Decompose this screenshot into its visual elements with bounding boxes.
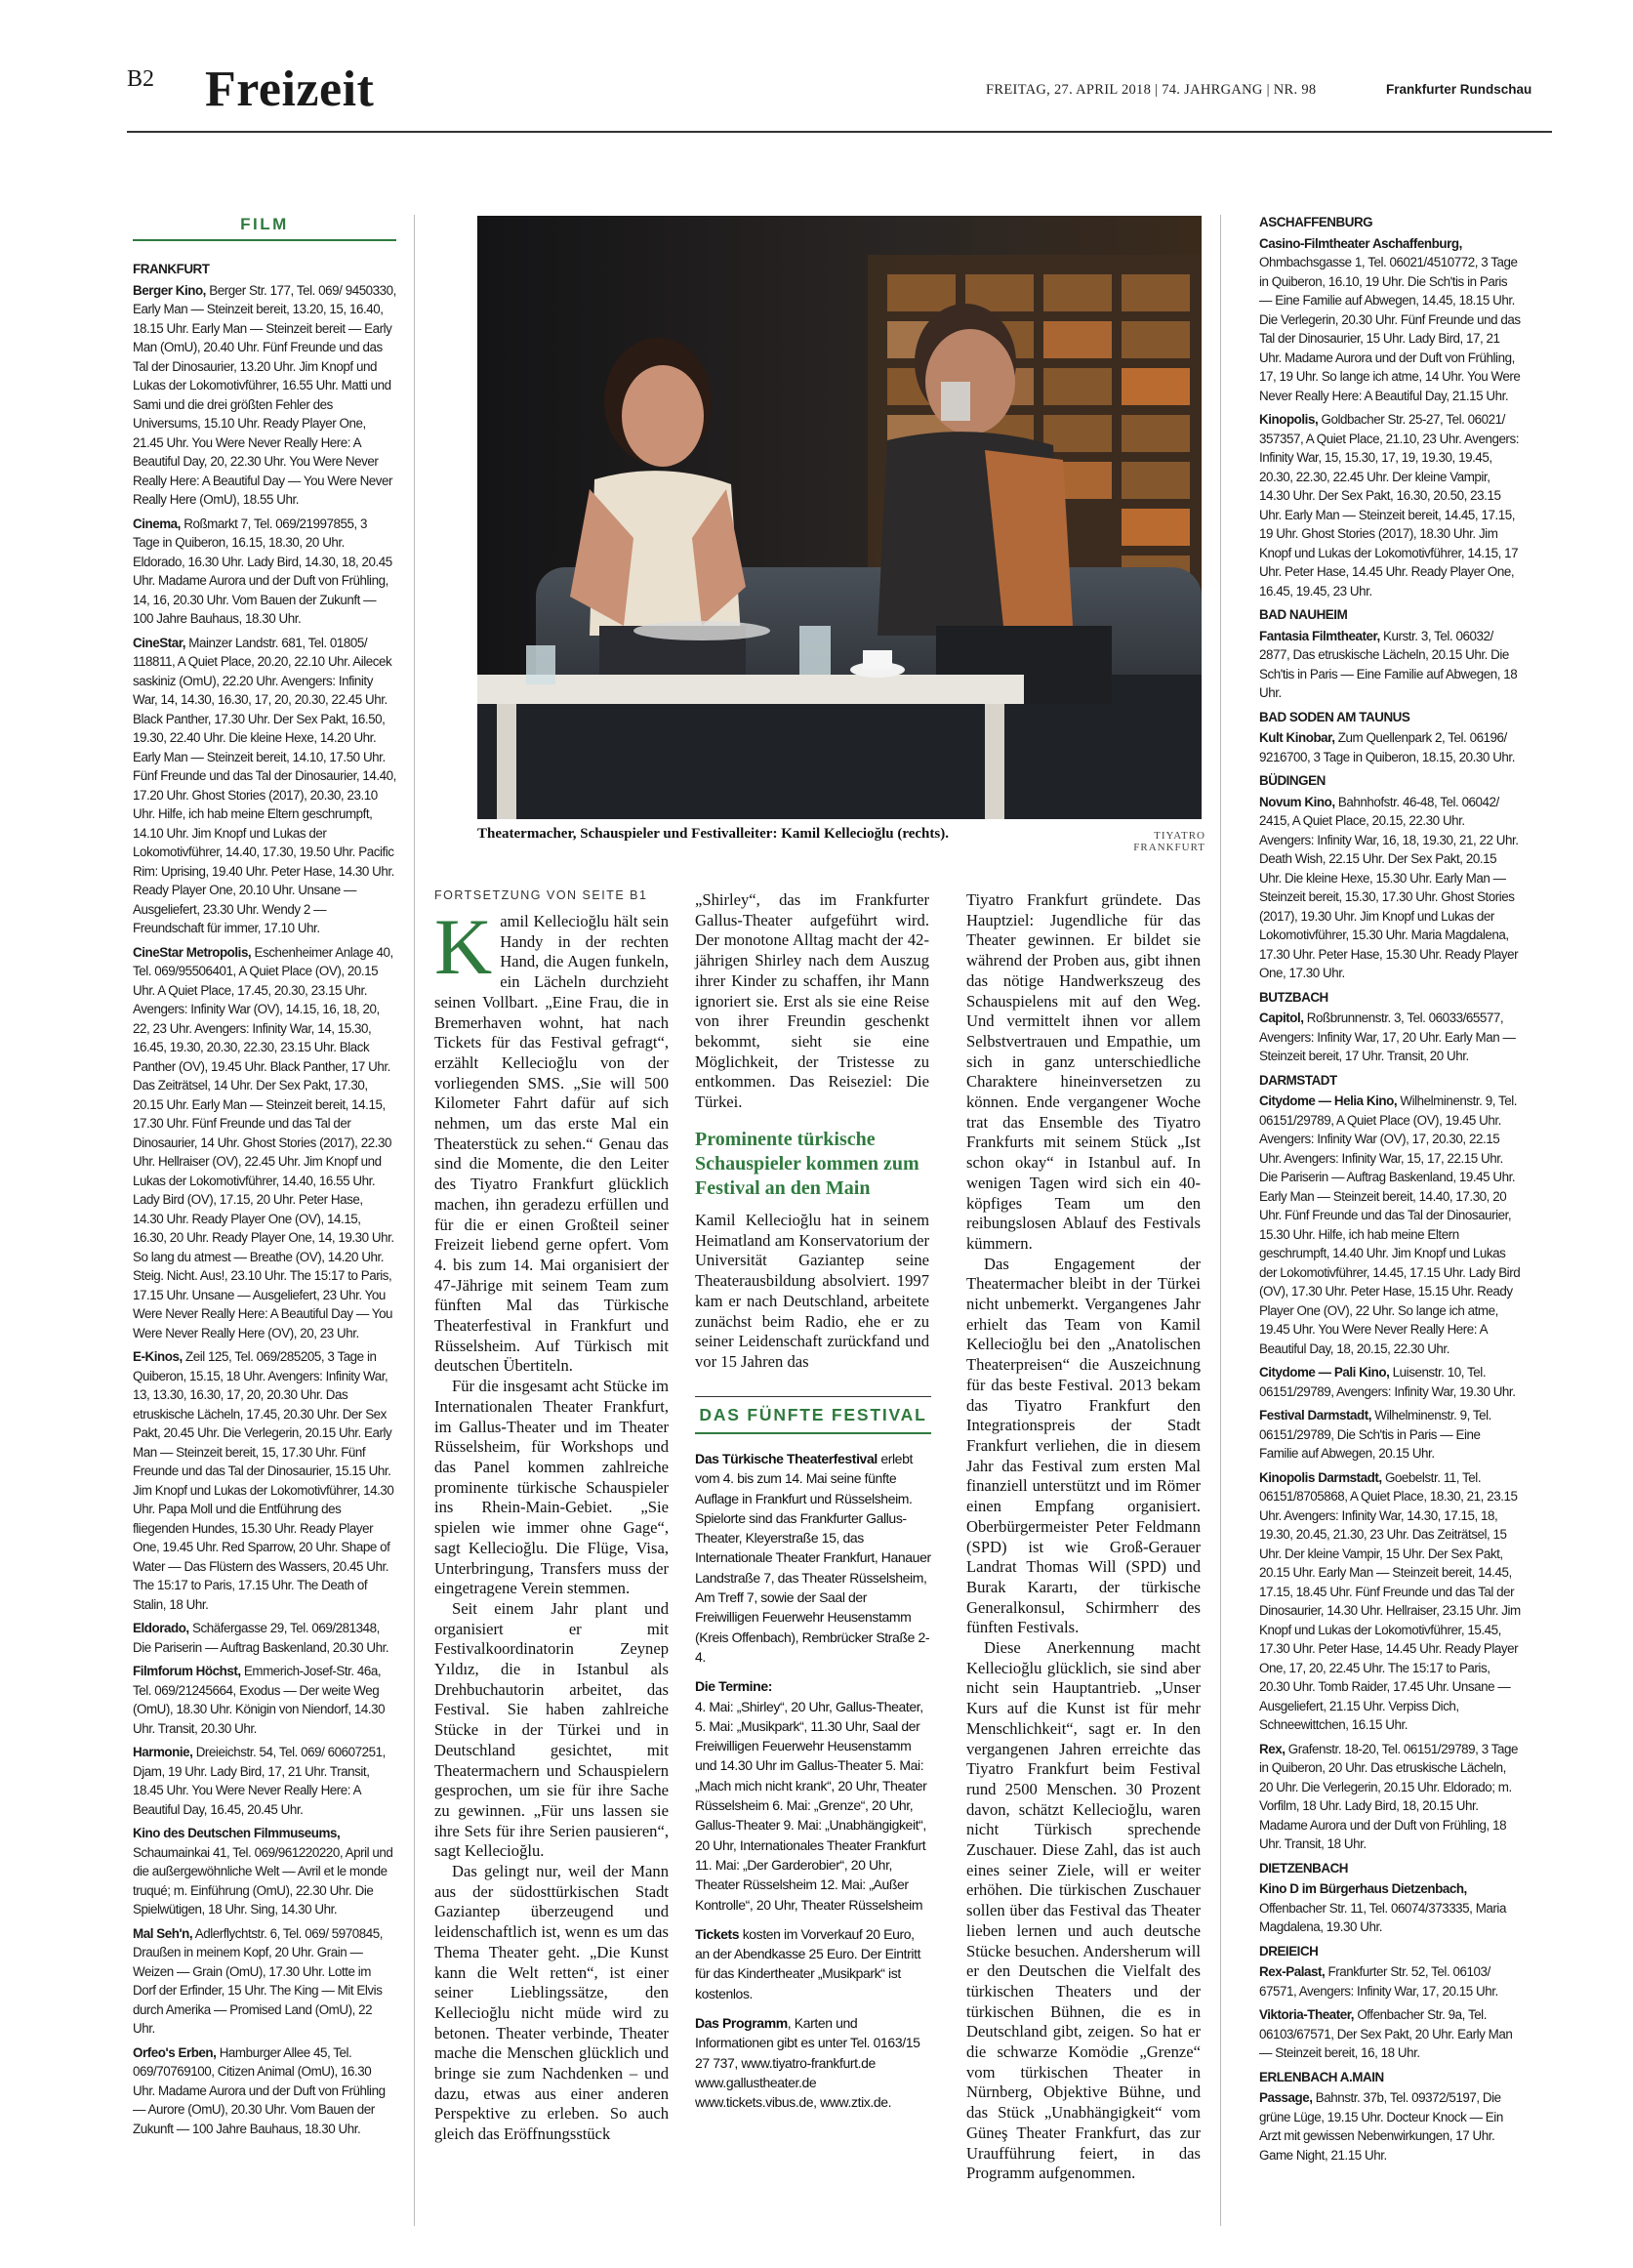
city-heading: BÜDINGEN bbox=[1259, 773, 1326, 788]
infobox-dates-title: Die Termine: bbox=[695, 1678, 772, 1695]
cinema-showtimes: Eschenheimer Anlage 40, Tel. 069/95506401, A Quiet Place (OV), 20.15 Uhr. A Quiet Place, 17.45, 20.30, 23.15 Uhr. Avengers: Infinity War (OV), 14.15, 16, 18, 20, 22, 23 Uhr. Avengers: Infinity War, 14, 15.30, 16.45, 19.30, 20.30, 22.30, 23.15 Uhr. Black Panther (OV), 19.45 Uhr. Black Panther, 17 Uhr. Das Zeiträtsel, 14 Uhr. Der Sex Pakt, 17.30, 20.15 Uhr. Early Man — Steinzeit bereit, 14.15, 17.30 Uhr. Fünf Freunde und das Tal der Dinosaurier, 14 Uhr. Ghost Stories (2017), 22.30 Uhr. Hellraiser (OV), 22.45 Uhr. Jim Knopf und Lukas der Lokomotivführer, 14.40, 16.55 Uhr. Lady Bird (OV), 17.15, 20 Uhr. Peter Hase, 14.30 Uhr. Ready Player One (OV), 14.15, 16.30, 20 Uhr. Ready Player One, 14, 19.30 Uhr. So lang du atmest — Breathe (OV), 14.20 Uhr. Steig. Nicht. Aus!, 23.10 Uhr. The 15:17 to Paris, 17.15 Uhr. Unsane — Ausgeliefert, 23 Uhr. You Were Never Really Here: A Beautiful Day — You Were Never Really Here (OV), 20, 23 Uhr. bbox=[133, 944, 394, 1340]
article-photo bbox=[477, 216, 1202, 819]
city-heading: BUTZBACH bbox=[1259, 989, 1328, 1005]
cinema-name: E-Kinos, bbox=[133, 1349, 183, 1364]
cinema-listing bbox=[1259, 234, 1521, 406]
cinema-showtimes: Kurstr. 3, Tel. 06032/ 2877, Das etruskische Lächeln, 20.15 Uhr. Die Sch'tis in Paris — Eine Familie auf Abwegen, 18 Uhr. bbox=[1259, 628, 1518, 700]
cinema-name: Kinopolis, bbox=[1259, 412, 1319, 427]
cinema-showtimes: Roßbrunnenstr. 3, Tel. 06033/65577, Avengers: Infinity War, 17, 20 Uhr. Early Man — Steinzeit bereit, 17 Uhr. Transit, 20 Uhr. bbox=[1259, 1010, 1516, 1063]
cinema-showtimes: Adlerflychtstr. 6, Tel. 069/ 5970845, Draußen in meinem Kopf, 20 Uhr. Grain — Weizen — Grain (OmU), 17.30 Uhr. Lotte im Dorf der Erfinder, 15 Uhr. The King — Mit Elvis durch Amerika — Promised Land (OmU), 22 Uhr. bbox=[133, 1925, 383, 2036]
city-heading: BAD NAUHEIM bbox=[1259, 607, 1348, 622]
cinema-listing bbox=[1259, 1092, 1521, 1358]
infobox-heading bbox=[695, 1396, 931, 1434]
cinema-name: Kino D im Bürgerhaus Dietzenbach, bbox=[1259, 1881, 1467, 1896]
cinema-listing bbox=[133, 1662, 396, 1738]
city-heading: ERLENBACH A.MAIN bbox=[1259, 2069, 1384, 2084]
cinema-listing bbox=[133, 515, 396, 629]
city-heading: DIETZENBACH bbox=[1259, 1860, 1349, 1876]
infobox-title-rule bbox=[695, 1432, 931, 1434]
photo-caption: Theatermacher, Schauspieler und Festivalleiter: Kamil Kellecioğlu (rechts). bbox=[477, 826, 949, 842]
cinema-showtimes: Goldbacher Str. 25-27, Tel. 06021/ 357357, A Quiet Place, 21.10, 23 Uhr. Avengers: Infinity War, 15, 15.30, 17, 19, 19.30, 19.45, 20.30, 22.30, 22.45 Uhr. Der kleine Vampir, 14.30 Uhr. Der Sex Pakt, 16.30, 20.50, 23.15 Uhr. Early Man — Steinzeit bereit, 14.45, 17.15, 19 Uhr. Ghost Stories (2017), 18.30 Uhr. Jim Knopf und Lukas der Lokomotivführer, 14.15, 17 Uhr. Peter Hase, 14.45 Uhr. Ready Player One, 16.45, 19.45, 23 Uhr. bbox=[1259, 412, 1519, 598]
cinema-showtimes: Offenbacher Str. 11, Tel. 06074/373335, Maria Magdalena, 19.30 Uhr. bbox=[1259, 1900, 1506, 1934]
cinema-showtimes: Emmerich-Josef-Str. 46a, Tel. 069/21245664, Exodus — Der weite Weg (OmU), 18.30 Uhr. Königin von Niendorf, 14.30 Uhr. Transit, 20.30 Uhr. bbox=[133, 1664, 386, 1736]
cinema-name: Filmforum Höchst, bbox=[133, 1664, 241, 1678]
cinema-showtimes: Mainzer Landstr. 681, Tel. 01805/ 118811, A Quiet Place, 20.20, 22.10 Uhr. Ailecek saskiniz (OmU), 22.20 Uhr. Avengers: Infinity War, 14, 14.30, 16.30, 17, 20, 20.30, 22.45 Uhr. Black Panther, 17.30 Uhr. Der Sex Pakt, 16.50, 19.30, 22.40 Uhr. Die kleine Hexe, 14.20 Uhr. Early Man — Steinzeit bereit, 14.10, 17.50 Uhr. Fünf Freunde und das Tal der Dinosaurier, 14.40, 17.20 Uhr. Ghost Stories (2017), 20.30, 23.10 Uhr. Hilfe, ich hab meine Eltern geschrumpft, 14.10 Uhr. Jim Knopf und Lukas der Lokomotivführer, 14.40, 17.30, 19.50 Uhr. Pacific Rim: Uprising, 19.40 Uhr. Peter Hase, 14.30 Uhr. Ready Player One, 20.10 Uhr. Unsane — Ausgeliefert, 23.30 Uhr. Wendy 2 — Freundschaft für immer, 17.10 Uhr. bbox=[133, 635, 396, 935]
cinema-showtimes: Dreieichstr. 54, Tel. 069/ 60607251, Djam, 19 Uhr. Lady Bird, 17, 21 Uhr. Transit, 18.45 Uhr. You Were Never Really Here: A Beautiful Day, 16.45, 20.45 Uhr. bbox=[133, 1745, 386, 1817]
cinema-showtimes: Frankfurter Str. 52, Tel. 06103/ 67571, Avengers: Infinity War, 17, 20.15 Uhr. bbox=[1259, 1964, 1498, 1999]
city-heading: BAD SODEN AM TAUNUS bbox=[1259, 709, 1410, 724]
cinema-showtimes: Grafenstr. 18-20, Tel. 06151/29789, 3 Tage in Quiberon, 20 Uhr. Das etruskische Lächeln, 20 Uhr. Die Verlegerin, 20.15 Uhr. Eldorado; m. Vorfilm, 18 Uhr. Lady Bird, 18, 20.15 Uhr. Madame Aurora und der Duft von Frühling, 18 Uhr. Transit, 18 Uhr. bbox=[1259, 1741, 1518, 1851]
cinema-name: Viktoria-Theater, bbox=[1259, 2007, 1355, 2022]
cinema-listing bbox=[1259, 1962, 1521, 2000]
cinema-listing bbox=[1259, 793, 1521, 983]
cinema-listing bbox=[133, 634, 396, 938]
cinema-name: Citydome — Pali Kino, bbox=[1259, 1365, 1390, 1380]
cinema-showtimes: Luisenstr. 10, Tel. 06151/29789, Avengers: Infinity War, 19.30 Uhr. bbox=[1259, 1365, 1516, 1399]
cinema-showtimes: Bahnstr. 37b, Tel. 09372/5197, Die grüne Lüge, 19.15 Uhr. Docteur Knock — Ein Arzt mit gewissen Nebenwirkungen, 17 Uhr. Game Night, 21.15 Uhr. bbox=[1259, 2090, 1503, 2163]
infobox-title: DAS FÜNFTE FESTIVAL bbox=[699, 1405, 927, 1424]
cinema-name: Capitol, bbox=[1259, 1010, 1304, 1025]
cinema-name: Novum Kino, bbox=[1259, 794, 1335, 809]
festival-infobox bbox=[695, 1449, 931, 2123]
article-paragraph: Das Engagement der Theatermacher bleibt in der Türkei nicht unbemerkt. Vergangenes Jahr erhielt das Team von Kamil Kellecioğlu bei den „Anatolischen Theaterpreisen“ die Auszeichnung für das beste Festival. 2013 bekam das Tiyatro Frankfurt den Integrationspreis der Stadt Frankfurt verliehen, die in diesem Jahr das Festival zum ersten Mal finanziell unterstützt und im Römer einen Empfang organisiert. Oberbürgermeister Peter Feldmann (SPD) ist wie Groß-Gerauer Landrat Thomas Will (SPD) und Burak Karartı, der türkische Generalkonsul, Schirmherr des fünften Festivals. bbox=[966, 1254, 1201, 1637]
cinema-listing bbox=[133, 2043, 396, 2139]
cinema-name: Rex-Palast, bbox=[1259, 1964, 1326, 1979]
cinema-listing bbox=[1259, 2005, 1521, 2063]
city-heading: FRANKFURT bbox=[133, 262, 210, 276]
cinema-name: Fantasia Filmtheater, bbox=[1259, 628, 1380, 643]
infobox-intro: erlebt vom 4. bis zum 14. Mai seine fünfte Auflage in Frankfurt und Rüsselsheim. Spielorte sind das Frankfurter Gallus-Theater, Kleyerstraße 15, das Internationale Theater Frankfurt, Hanauer Landstraße 7, das Theater Rüsselsheim, Am Treff 7, sowie der Saal der Freiwilligen Feuerwehr Heusenstamm (Kreis Offenbach), Rembrücker Straße 2-4. bbox=[695, 1451, 931, 1665]
cinema-name: Casino-Filmtheater Aschaffenburg, bbox=[1259, 235, 1462, 251]
infobox-tickets-label: Tickets bbox=[695, 1925, 740, 1942]
cinema-name: Passage, bbox=[1259, 2090, 1313, 2105]
infobox-intro-label: Das Türkische Theaterfestival bbox=[695, 1451, 878, 1466]
theater-scene-image bbox=[477, 216, 1202, 819]
cinema-name: Citydome — Helia Kino, bbox=[1259, 1093, 1398, 1108]
cinema-listing bbox=[133, 943, 396, 1343]
cinema-name: Berger Kino, bbox=[133, 282, 206, 298]
cinema-showtimes: Roßmarkt 7, Tel. 069/21997855, 3 Tage in Quiberon, 16.15, 18.30, 20 Uhr. Eldorado, 16.30 Uhr. Lady Bird, 14.30, 18, 20.45 Uhr. Madame Aurora und der Duft von Frühling, 14, 16, 20.30 Uhr. Vom Bauen der Zukunft — 100 Jahre Bauhaus, 18.30 Uhr. bbox=[133, 515, 392, 626]
cinema-showtimes: Hamburger Allee 45, Tel. 069/70769100, Citizen Animal (OmU), 16.30 Uhr. Madame Aurora und der Duft von Frühling — Aurore (OmU), 20.30 Uhr. Vom Bauen der Zukunft — 100 Jahre Bauhaus, 18.30 Uhr. bbox=[133, 2044, 386, 2136]
article-column-2-top bbox=[695, 890, 929, 1113]
cinema-name: CineStar, bbox=[133, 635, 185, 650]
cinema-name: Orfeo's Erben, bbox=[133, 2044, 217, 2060]
article-paragraph: Das gelingt nur, weil der Mann aus der südosttürkischen Stadt Gaziantep überzeugend und leidenschaftlich ist, wenn es um das Thema Theater geht. „Die Kunst kann die Welt retten“, ist einer seiner Lieblingssätze, den Kellecioğlu nicht müde wird zu betonen. Theater verbinde, Theater mache die Menschen glücklich und bringe sie zum Nachdenken – und dazu, etwas aus einer anderen Perspektive zu erleben. So auch gleich das Eröffnungsstück bbox=[434, 1862, 669, 2144]
column-divider bbox=[414, 215, 415, 2226]
cinema-listing bbox=[1259, 410, 1521, 600]
cinema-showtimes: Ohmbachsgasse 1, Tel. 06021/4510772, 3 Tage in Quiberon, 16.10, 19 Uhr. Die Sch'tis in Paris — Eine Familie auf Abwegen, 14.45, 18.15 Uhr. Die Verlegerin, 20.30 Uhr. Fünf Freunde und das Tal der Dinosaurier, 15 Uhr. Lady Bird, 17, 21 Uhr. Madame Aurora und der Duft von Frühling, 17, 19 Uhr. So lange ich atme, 14 Uhr. You Were Never Really Here: A Beautiful Day, 21.15 Uhr. bbox=[1259, 255, 1521, 403]
film-listings-left bbox=[133, 256, 396, 2143]
cinema-listing bbox=[1259, 1879, 1521, 1937]
section-title: Freizeit bbox=[205, 62, 375, 117]
cinema-showtimes: Wilhelminenstr. 9, Tel. 06151/29789, A Quiet Place (OV), 19.45 Uhr. Avengers: Infinity War (OV), 17, 20.30, 22.15 Uhr. Avengers: Infinity War, 15, 17, 22.15 Uhr. Die Pariserin — Auftrag Baskenland, 19.45 Uhr. Early Man — Steinzeit bereit, 14.40, 17.30, 20 Uhr. Fünf Freunde und das Tal der Dinosaurier, 15.30 Uhr. Hilfe, ich hab meine Eltern geschrumpft, 14.40 Uhr. Jim Knopf und Lukas der Lokomotivführer, 14.45, 17.15 Uhr. Lady Bird (OV), 17.30 Uhr. Peter Hase, 15.15 Uhr. Ready Player One (OV), 22 Uhr. So lange ich atme, 19.45 Uhr. You Were Never Really Here: A Beautiful Day, 18, 20.15, 22.30 Uhr. bbox=[1259, 1093, 1521, 1356]
cinema-showtimes: Wilhelminenstr. 9, Tel. 06151/29789, Die Sch'tis in Paris — Eine Familie auf Abwegen, 20.15 Uhr. bbox=[1259, 1408, 1491, 1461]
cinema-listing bbox=[1259, 1009, 1521, 1066]
film-section-heading bbox=[133, 215, 396, 241]
article-paragraph: Kamil Kellecioğlu hat in seinem Heimatland am Konservatorium der Universität Gaziantep seine Theaterausbildung absolviert. 1997 kam er nach Deutschland, arbeitete zunächst beim Radio, ehe er zu seiner Leidenschaft zurückfand und vor 15 Jahren das bbox=[695, 1211, 929, 1371]
cinema-listing bbox=[133, 1347, 396, 1614]
cinema-listing bbox=[1259, 1468, 1521, 1735]
newspaper-name: Frankfurter Rundschau bbox=[1386, 82, 1532, 97]
cinema-listing bbox=[1259, 2088, 1521, 2165]
header-rule bbox=[127, 131, 1552, 133]
film-listings-right bbox=[1259, 209, 1521, 2169]
infobox-dates: 4. Mai: „Shirley“, 20 Uhr, Gallus-Theater, 5. Mai: „Musikpark“, 11.30 Uhr, Saal der Freiwilligen Feuerwehr Heusenstamm und 14.30 Uhr im Gallus-Theater 5. Mai: „Mach mich nicht krank“, 20 Uhr, Theater Rüsselsheim 6. Mai: „Grenze“, 20 Uhr, Gallus-Theater 9. Mai: „Unabhängigkeit“, 20 Uhr, Internationales Theater Frankfurt 11. Mai: „Der Garderobier“, 20 Uhr, Theater Rüsselsheim 12. Mai: „Außer Kontrolle“, 20 Uhr, Theater Rüsselsheim bbox=[695, 1698, 927, 1913]
article-paragraph: Diese Anerkennung macht Kellecioğlu glücklich, sie sind aber nicht sein Hauptantrieb. „Unser Kurs auf die Kunst ist für mehr Menschlichkeit“, sagt er. In den vergangenen Jahren erreichte das Tiyatro Frankfurt beim Festival rund 2500 Menschen. 30 Prozent davon, schätzt Kellecioğlu, waren nicht Türkisch sprechende Zuschauer. Diese Zahl, das ist auch eines seiner Ziele, will er weiter erhöhen. Die türkischen Zuschauer sollen über das Festival das Theater lieben lernen und auch deutsche Stücke besuchen. Andersherum will er den Deutschen die Vielfalt des türkischen Theaters und der türkischen Bühnen, die es in Deutschland gibt, zeigen. So hat er die schwarze Komödie „Grenze“ vom türkischen Theater in Nürnberg, Objektive Bühne, und das Stück „Unabhängigkeit“ vom Güneş Theater Frankfurt, das zur Uraufführung feiert, in das Programm aufgenommen. bbox=[966, 1638, 1201, 2183]
cinema-listing bbox=[133, 1824, 396, 1919]
article-column-2-mid bbox=[695, 1211, 929, 1373]
cinema-showtimes: Offenbacher Str. 9a, Tel. 06103/67571, Der Sex Pakt, 20 Uhr. Early Man — Steinzeit bereit, 16, 18 Uhr. bbox=[1259, 2007, 1513, 2060]
photo-credit: TIYATRO FRANKFURT bbox=[1133, 830, 1205, 853]
cinema-listing bbox=[1259, 627, 1521, 703]
article-subhead: Prominente türkische Schauspieler kommen zum Festival an den Main bbox=[695, 1129, 919, 1199]
cinema-showtimes: Berger Str. 177, Tel. 069/ 9450330, Early Man — Steinzeit bereit, 13.20, 15, 16.40, 18.15 Uhr. Early Man — Steinzeit bereit — Early Man (OmU), 20.40 Uhr. Fünf Freunde und das Tal der Dinosaurier, 13.20 Uhr. Jim Knopf und Lukas der Lokomotivführer, 16.55 Uhr. Matti und Sami und die drei größten Fehler des Universums, 15.10 Uhr. Ready Player One, 21.45 Uhr. You Were Never Really Here: A Beautiful Day, 20, 22.30 Uhr. You Were Never Really Here: A Beautiful Day — You Were Never Really Here (OmU), 18.55 Uhr. bbox=[133, 282, 396, 507]
cinema-listing bbox=[133, 1924, 396, 2039]
article-column-1 bbox=[434, 902, 669, 2145]
article-paragraph: amil Kellecioğlu hält sein Handy in der rechten Hand, die Augen funkeln, ein Lächeln durchzieht seinen Vollbart. „Eine Frau, die in Bremerhaven wohnt, hat nach Tickets für das Festival gefragt“, erzählt Kellecioğlu von der vorliegenden SMS. „Sie will 500 Kilometer Fahrt dafür auf sich nehmen, um das erste Mal ein Theaterstück zu sehen.“ Genau das sind die Momente, die den Leiter des Tiyatro Frankfurt glücklich machen, ihn geradezu erfüllen und für die er einen Großteil seiner Freizeit liebend gerne opfert. Vom 4. bis zum 14. Mai organisiert der 47-Jährige mit seinem Team zum fünften Mal das Türkische Theaterfestival in Frankfurt und Rüsselsheim. Auf Türkisch mit deutschen Übertiteln. bbox=[434, 912, 669, 1376]
cinema-showtimes: Zum Quellenpark 2, Tel. 06196/ 9216700, 3 Tage in Quiberon, 18.15, 20.30 Uhr. bbox=[1259, 730, 1515, 764]
cinema-showtimes: Schäfergasse 29, Tel. 069/281348, Die Pariserin — Auftrag Baskenland, 20.30 Uhr. bbox=[133, 1621, 389, 1655]
cinema-name: Kult Kinobar, bbox=[1259, 730, 1335, 745]
infobox-program: , Karten und Informationen gibt es unter Tel. 0163/15 27 737, www.tiyatro-frankfurt.de www.gallustheater.de www.tickets.vibus.de, www.ztix.de. bbox=[695, 2015, 920, 2111]
cinema-showtimes: Zeil 125, Tel. 069/285205, 3 Tage in Quiberon, 15.15, 18 Uhr. Avengers: Infinity War, 13, 13.30, 16.30, 17, 20, 20.30 Uhr. Das etruskische Lächeln, 17.45, 20.30 Uhr. Der Sex Pakt, 20.45 Uhr. Die Verlegerin, 20.15 Uhr. Early Man — Steinzeit bereit, 15, 17.30 Uhr. Fünf Freunde und das Tal der Dinosaurier, 15.15 Uhr. Jim Knopf und Lukas der Lokomotivführer, 14.30 Uhr. Papa Moll und die Entführung des fliegenden Hundes, 15.30 Uhr. Ready Player One, 19.45 Uhr. Red Sparrow, 20 Uhr. Shape of Water — Das Flüstern des Wassers, 20.45 Uhr. The 15:17 to Paris, 17.15 Uhr. The Death of Stalin, 18 Uhr. bbox=[133, 1349, 394, 1612]
cinema-name: Kino des Deutschen Filmmuseums, bbox=[133, 1826, 341, 1840]
cinema-name: Eldorado, bbox=[133, 1621, 189, 1635]
city-heading: DARMSTADT bbox=[1259, 1072, 1337, 1088]
column-divider bbox=[1220, 215, 1221, 2226]
film-title-rule bbox=[133, 239, 396, 241]
article-paragraph: Seit einem Jahr plant und organisiert er mit Festivalkoordinatorin Zeynep Yıldız, die in Istanbul als Drehbuchautorin arbeitet, das Festival. Sie haben zahlreiche Stücke in der Türkei und in Deutschland gesichtet, mit Theatermachern und Schauspielern gesprochen, um sie für ihre Sache zu gewinnen. „Für uns lassen sie ihre Sets für ihre Serien pausieren“, sagt Kellecioğlu. bbox=[434, 1598, 669, 1861]
cinema-listing bbox=[1259, 1406, 1521, 1464]
infobox-tickets: kosten im Vorverkauf 20 Euro, an der Abendkasse 25 Euro. Der Eintritt für das Kindertheater „Musikpark“ ist kostenlos. bbox=[695, 1925, 921, 2001]
film-title: FILM bbox=[240, 215, 289, 233]
cinema-listing bbox=[133, 1743, 396, 1819]
cinema-listing bbox=[1259, 1363, 1521, 1401]
cinema-name: Kinopolis Darmstadt, bbox=[1259, 1469, 1382, 1485]
cinema-name: Cinema, bbox=[133, 515, 181, 531]
cinema-showtimes: Bahnhofstr. 46-48, Tel. 06042/ 2415, A Quiet Place, 20.15, 22.30 Uhr. Avengers: Infinity War, 16, 18, 19.30, 21, 22 Uhr. Death Wish, 22.15 Uhr. Der Sex Pakt, 20.15 Uhr. Die kleine Hexe, 15.30 Uhr. Early Man — Steinzeit bereit, 15.30, 17.30 Uhr. Ghost Stories (2017), 19.30 Uhr. Jim Knopf und Lukas der Lokomotivführer, 15.30 Uhr. Maria Magdalena, 17.30 Uhr. Peter Hase, 15.30 Uhr. Ready Player One, 17.30 Uhr. bbox=[1259, 794, 1519, 980]
cinema-name: CineStar Metropolis, bbox=[133, 944, 252, 960]
cinema-name: Mal Seh'n, bbox=[133, 1925, 193, 1941]
continuation-kicker: FORTSETZUNG VON SEITE B1 bbox=[434, 888, 648, 902]
infobox-rule bbox=[695, 1396, 931, 1397]
page-number: B2 bbox=[127, 66, 155, 92]
issue-meta: FREITAG, 27. APRIL 2018 | 74. JAHRGANG | NR. 98 bbox=[986, 82, 1317, 98]
cinema-name: Harmonie, bbox=[133, 1745, 193, 1759]
cinema-listing bbox=[1259, 1740, 1521, 1854]
cinema-listing bbox=[133, 281, 396, 510]
cinema-name: Rex, bbox=[1259, 1741, 1286, 1756]
cinema-listing bbox=[133, 1619, 396, 1657]
article-paragraph: Für die insgesamt acht Stücke im Internationalen Theater Frankfurt, im Gallus-Theater und im Theater Rüsselsheim, für Workshops und das Panel kommen zahlreiche prominente türkische Schauspieler ins Rhein-Main-Gebiet. „Sie spielen wie immer ohne Gage“, sagt Kellecioğlu. Die Flüge, Visa, Unterbringung, Transfers muss der eingetragene Verein stemmen. bbox=[434, 1377, 669, 1598]
article-paragraph: Tiyatro Frankfurt gründete. Das Hauptziel: Jugendliche für das Theater gewinnen. Er bildet sie während der Proben aus, gibt ihnen das nötige Handwerkszeug des Schauspielens mit auf den Weg. Und vermittelt ihnen vor allem Selbstvertrauen und Empathie, um sich in ganz unterschiedliche Charaktere hineinversetzen zu können. Ende vergangener Woche trat das Ensemble des Tiyatro Frankfurts mit seinem Stück „Ist schon okay“ in Istanbul auf. In wenigen Tagen wird sich ein 40-köpfiges Team um den reibungslosen Ablauf des Festivals kümmern. bbox=[966, 890, 1201, 1253]
drop-cap: K bbox=[434, 902, 493, 991]
cinema-listing bbox=[1259, 728, 1521, 766]
infobox-program-label: Das Programm bbox=[695, 2015, 788, 2032]
cinema-showtimes: Schaumainkai 41, Tel. 069/961220220, April und die außergewöhnliche Welt — Avril et le monde truqué; m. Einführung (OmU), 22.30 Uhr. Die Spielwütigen, 18 Uhr. Sing, 14.30 Uhr. bbox=[133, 1844, 393, 1917]
city-heading: DREIEICH bbox=[1259, 1943, 1319, 1959]
article-column-3 bbox=[966, 890, 1201, 2184]
article-paragraph: „Shirley“, das im Frankfurter Gallus-Theater aufgeführt wird. Der monotone Alltag macht der 42-jährigen Shirley nach dem Auszug ihrer Kinder zu schaffen, ihr Mann ignoriert sie. Erst als sie eine Reise von ihrer Freundin geschenkt bekommt, sieht sie eine Möglichkeit, der Tristesse zu entkommen. Das Reiseziel: Die Türkei. bbox=[695, 890, 929, 1112]
cinema-name: Festival Darmstadt, bbox=[1259, 1408, 1371, 1423]
cinema-showtimes: Goebelstr. 11, Tel. 06151/8705868, A Quiet Place, 18.30, 21, 23.15 Uhr. Avengers: Infinity War, 14.30, 17.15, 18, 19.30, 20.45, 21.30, 23 Uhr. Das Zeiträtsel, 15 Uhr. Der kleine Vampir, 15 Uhr. Der Sex Pakt, 20.15 Uhr. Early Man — Steinzeit bereit, 14.45, 17.15, 18.45 Uhr. Fünf Freunde und das Tal der Dinosaurier, 14.30 Uhr. Hellraiser, 23.15 Uhr. Jim Knopf und Lukas der Lokomotivführer, 15.45, 17.30 Uhr. Peter Hase, 14.45 Uhr. Ready Player One, 17, 20, 22.45 Uhr. The 15:17 to Paris, 20.30 Uhr. Tomb Raider, 17.45 Uhr. Unsane — Ausgeliefert, 21.15 Uhr. Verpiss Dich, Schneewittchen, 16.15 Uhr. bbox=[1259, 1469, 1521, 1732]
city-heading: ASCHAFFENBURG bbox=[1259, 215, 1373, 229]
